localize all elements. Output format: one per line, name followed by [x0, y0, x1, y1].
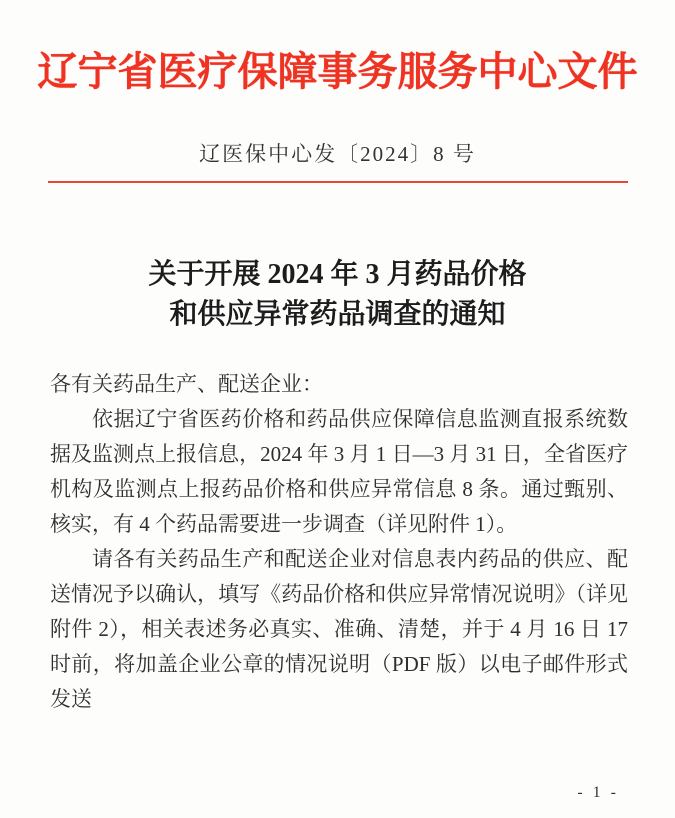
document-title-line1: 关于开展 2024 年 3 月药品价格	[148, 259, 527, 290]
page-number: - 1 -	[577, 784, 619, 801]
document-title-line2: 和供应异常药品调查的通知	[169, 299, 506, 330]
body-paragraph-2: 请各有关药品生产和配送企业对信息表内药品的供应、配送情况予以确认，填写《药品价格和供应异常情况说明》（详见附件 2），相关表述务必真实、准确、清楚，并于 4 月 16 日 17 时前，将加盖企业公章的情况说明（PDF 版）以电子邮件形式发送	[50, 547, 628, 711]
doc-number: 辽医保中心发〔2024〕8 号	[199, 142, 476, 166]
salutation: 各有关药品生产、配送企业：	[50, 372, 323, 396]
red-divider-line	[48, 181, 628, 183]
document-title	[0, 255, 675, 335]
red-header-org-title: 辽宁省医疗保障事务服务中心文件	[37, 49, 638, 94]
document-body	[50, 367, 628, 717]
body-paragraph-1: 依据辽宁省医药价格和药品供应保障信息监测直报系统数据及监测点上报信息，2024 年 3 月 1 日—3 月 31 日，全省医疗机构及监测点上报药品价格和供应异常信息 8 条。通过甄别、核实，有 4 个药品需要进一步调查（详见附件 1）。	[50, 407, 628, 536]
